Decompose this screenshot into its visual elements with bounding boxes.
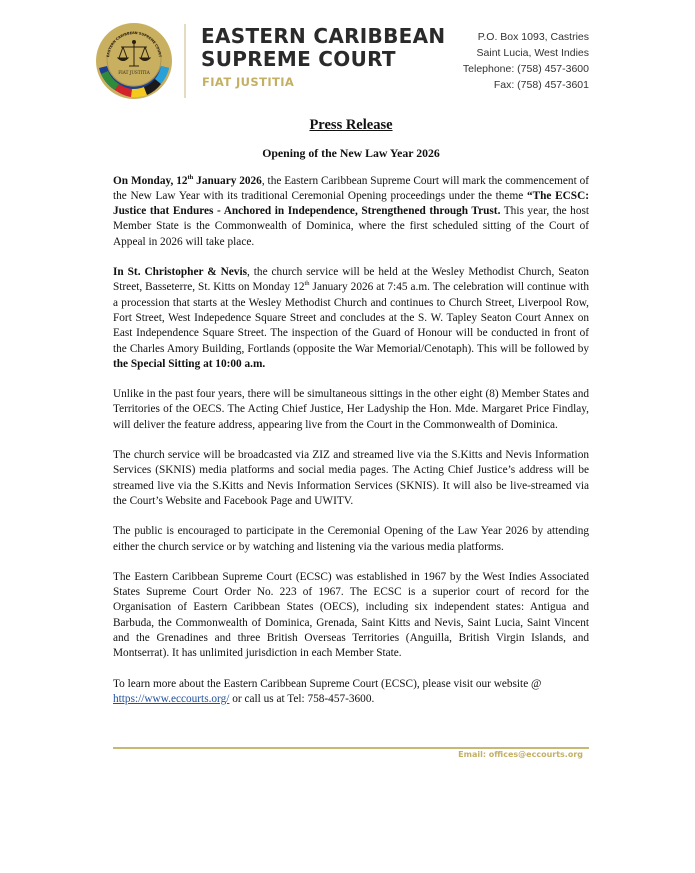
p1-bold-lead2: January 2026 [193, 174, 262, 187]
p1-theme: “The ECSC: Justice that Endures - Anchored in Independence, Strengthened through Trust. [113, 189, 589, 218]
p7-text1: To learn more about the Eastern Caribbean Supreme Court (ECSC), please visit our website @ [113, 677, 542, 690]
fax: Fax: (758) 457-3601 [493, 79, 589, 91]
footer-divider [113, 747, 589, 749]
address-line2: Saint Lucia, West Indies [476, 47, 589, 59]
paragraph-1 [113, 174, 589, 250]
document-body [113, 118, 589, 722]
p7-text2: or call us at Tel: 758-457-3600. [229, 692, 375, 705]
document-title: Press Release [309, 117, 393, 133]
paragraph-6: The Eastern Caribbean Supreme Court (ECSC) was established in 1967 by the West Indies Associated States Supreme Court Order No. 223 of 1967. The ECSC is a superior court of record for the Organisation of Eastern Caribbean States (OECS), including six independent states: Antigua and Barbuda, the Commonwealth of Dominica, Grenada, Saint Kitts and Nevis, Saint Lucia, Saint Vincent and the Grenadines and three British Overseas Territories (Anguilla, British Virgin Islands, and Montserrat). It has unlimited jurisdiction in each Member State. [113, 570, 589, 660]
footer-email: Email: offices@eccourts.org [458, 750, 583, 759]
paragraph-2 [113, 265, 589, 372]
org-name-line2: SUPREME COURT [201, 47, 396, 71]
p2-text1: , the church service will be held at the Wesley Methodist Church, Seaton Street, Basseterre, St. Kitts on Monday 12 [113, 266, 589, 294]
court-seal-logo [95, 22, 173, 100]
p1-sup: th [187, 173, 194, 181]
p2-bold-lead: In St. Christopher & Nevis [113, 266, 247, 279]
telephone: Telephone: (758) 457-3600 [462, 63, 589, 75]
p2-sup: th [304, 280, 310, 288]
seal-ring-text: EASTERN CARIBBEAN SUPREME COURT [106, 30, 162, 58]
p1-text1: , the Eastern Caribbean Supreme Court will mark the commencement of the New Law Year with its traditional Ceremonial Opening proceedings under the theme [113, 174, 590, 202]
p1-bold-lead: On Monday, 12 [113, 174, 188, 187]
p2-bold-end: the Special Sitting at 10:00 a.m. [113, 357, 266, 370]
address-line1: P.O. Box 1093, Castries [477, 31, 589, 43]
paragraph-7 [113, 677, 589, 708]
header-divider [184, 24, 186, 98]
paragraph-3: Unlike in the past four years, there will be simultaneous sittings in the other eight (8) Member States and Territories of the OECS. The Acting Chief Justice, Her Ladyship the Hon. Mde. Margaret Price Findlay, will deliver the feature address, appearing live from the Court in the Commonwealth of Dominica. [113, 388, 589, 431]
website-link[interactable]: https://www.eccourts.org/ [113, 692, 230, 705]
p1-text2: This year, the host Member State is the Commonwealth of Dominica, where the first scheduled sitting of the Court of Appeal in 2026 will take place. [113, 205, 590, 248]
paragraph-4: The church service will be broadcasted via ZIZ and streamed live via the S.Kitts and Nevis Information Services (SKNIS) media platforms and social media pages. The Acting Chief Justice’s address will be streamed live via the S.Kitts and Nevis Information Services (SKNIS). It will also be live-streamed via the Court’s Website and Facebook Page and UWITV. [113, 449, 589, 507]
paragraph-5: The public is encouraged to participate in the Ceremonial Opening of the Law Year 2026 by attending either the church service or by watching and listening via the various media platforms. [113, 525, 589, 553]
organization-name [201, 25, 445, 71]
p2-text2: January 2026 at 7:45 a.m. The celebration will continue with a procession that starts at the Wesley Methodist Church and continues to Church Street, Liverpool Row, Fort Street, West Indepedence Square Street and concludes at the S. W. Tapley Seaton Court Annex on East Independence Square Street. The inspection of the Guard of Honour will be conducted in front of the Charles Amory Building, Fortlands (opposite the War Memorial/Cenotaph). This will be followed by [113, 281, 590, 355]
contact-block [463, 29, 589, 93]
org-name-line1: EASTERN CARIBBEAN [201, 24, 446, 48]
seal-motto-text: FIAT JUSTITIA [118, 70, 150, 75]
document-subtitle: Opening of the New Law Year 2026 [262, 146, 440, 161]
org-motto: FIAT JUSTITIA [202, 75, 295, 89]
